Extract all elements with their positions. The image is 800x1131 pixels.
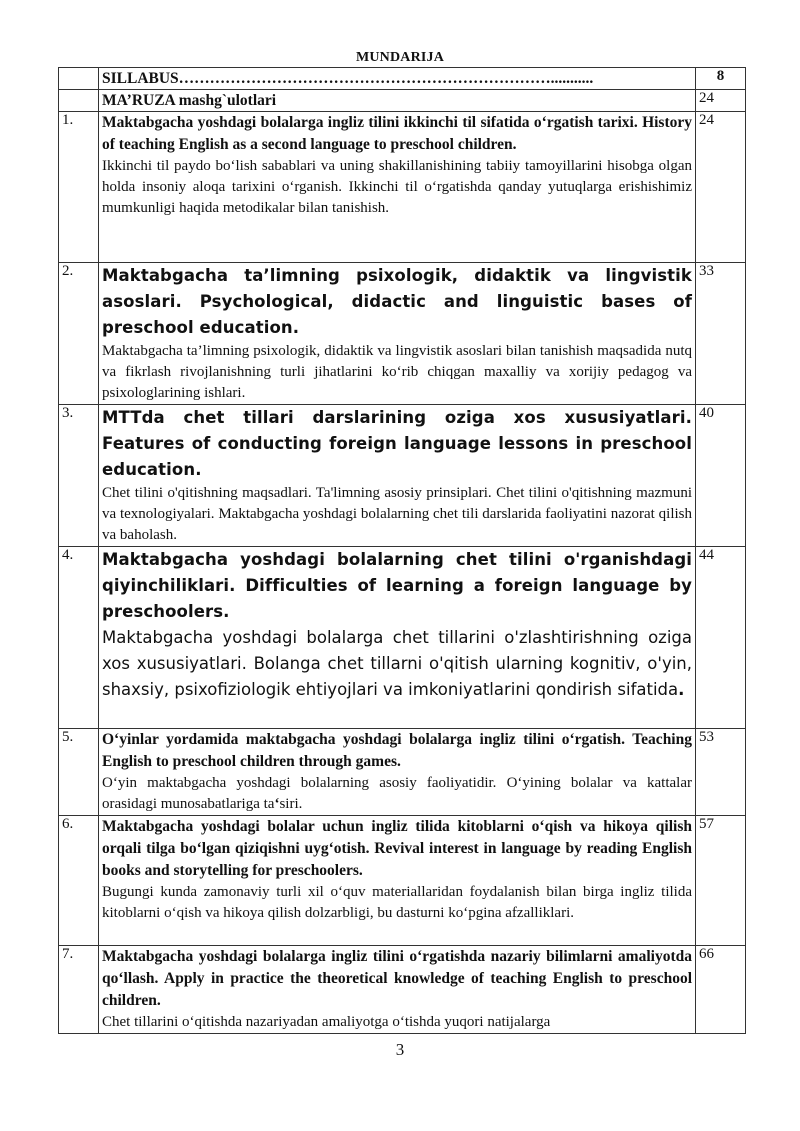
toc-row	[59, 816, 746, 946]
toc-entry-page: 53	[696, 729, 746, 816]
sillabus-text: SILLABUS………………………………………………………………...........	[102, 70, 594, 87]
toc-entry-heading: Maktabgacha yoshdagi bolalarga ingliz tilini ikkinchi til sifatida o‘rgatish tarixi. History of teaching English as a second language to preschool children.	[102, 114, 692, 153]
toc-entry-heading: O‘yinlar yordamida maktabgacha yoshdagi bolalarga ingliz tilini o‘rgatish. Teaching English to preschool children through games.	[102, 731, 692, 770]
toc-entry	[99, 547, 696, 729]
toc-entry	[99, 405, 696, 547]
toc-row	[59, 112, 746, 263]
page-number: 3	[395, 1040, 405, 1059]
toc-sillabus-page: 8	[696, 68, 746, 90]
toc-row-sillabus	[59, 68, 746, 90]
toc-entry-description: Ikkinchi til paydo bo‘lish sabablari va uning shakillanishining tabiiy tamoyillarini hisobga olgan holda insoniy aloqa tarixini o‘rganish. Ikkinchi til o‘rgatishda qanday yutuqlarga erishishimiz mumkunligi haqida metodikalar bilan tanishish.	[102, 158, 692, 216]
toc-entry-description: Chet tillarini o‘qitishda nazariyadan amaliyotga o‘tishda yuqori natijalarga	[102, 1014, 551, 1030]
toc-entry-number: 1.	[59, 112, 99, 263]
toc-entry-number: 3.	[59, 405, 99, 547]
toc-entry	[99, 816, 696, 946]
description-text: Maktabgacha yoshdagi bolalarga chet tillarini o'zlashtirishning oziga xos xususiyatlari. Bolanga chet tillarni o'qitish ularning kognitiv, o'yin, shaxsiy, psixofiziologik ehtiyojlari va imkoniyatlarini qondirish sifatida	[102, 628, 692, 699]
toc-entry-number: 5.	[59, 729, 99, 816]
toc-row	[59, 547, 746, 729]
toc-maruza-page: 24	[696, 90, 746, 112]
description-text-end: siri.	[279, 796, 303, 812]
toc-entry-description	[102, 625, 692, 703]
toc-sillabus-label	[99, 68, 696, 90]
toc-entry-heading: MTTda chet tillari darslarining oziga xos xususiyatlari. Features of conducting foreign language lessons in preschool education.	[102, 408, 692, 479]
toc-entry	[99, 263, 696, 405]
toc-entry-heading: Maktabgacha yoshdagi bolalar uchun ingliz tilida kitoblarni o‘qish va hikoya qilish orqali tilga bo‘lgan qiziqishni uyg‘otish. Revival interest in language by reading English books and storytelling for preschoolers.	[102, 818, 692, 879]
toc-entry-description: Bugungi kunda zamonaviy turli xil o‘quv materiallaridan foydalanish bilan birga ingliz tilida kitoblarni o‘qish va hikoya qilish dolzarbligi, bu dasturni ko‘pgina afzalliklari.	[102, 884, 692, 921]
toc-entry-page: 44	[696, 547, 746, 729]
toc-num-empty	[59, 68, 99, 90]
toc-entry-number: 7.	[59, 946, 99, 1034]
toc-entry-number: 4.	[59, 547, 99, 729]
toc-row	[59, 263, 746, 405]
toc-row	[59, 405, 746, 547]
toc-entry-heading: Maktabgacha yoshdagi bolalarning chet tilini o'rganishdagi qiyinchiliklari. Difficulties of learning a foreign language by preschoolers.	[102, 550, 692, 621]
toc-maruza-label	[99, 90, 696, 112]
page-title: MUNDARIJA	[355, 50, 445, 65]
toc-entry-number: 6.	[59, 816, 99, 946]
toc-entry	[99, 946, 696, 1034]
toc-entry-page: 40	[696, 405, 746, 547]
description-period: .	[678, 680, 685, 699]
toc-entry-heading: Maktabgacha yoshdagi bolalarga ingliz tilini o‘rgatishda nazariy bilimlarni amaliyotda qo‘llash. Apply in practice the theoretical knowledge of teaching English to preschool children.	[102, 948, 692, 1009]
toc-row	[59, 946, 746, 1034]
toc-entry-page: 24	[696, 112, 746, 263]
toc-num-empty	[59, 90, 99, 112]
description-apostrophe: ‘	[274, 796, 280, 812]
toc-row	[59, 729, 746, 816]
toc-entry	[99, 729, 696, 816]
table-of-contents	[58, 67, 746, 1034]
maruza-text: MA’RUZA mashg`ulotlari	[102, 92, 277, 109]
toc-entry-page: 57	[696, 816, 746, 946]
toc-row-maruza	[59, 90, 746, 112]
toc-entry-description	[102, 773, 692, 815]
description-text: O‘yin maktabgacha yoshdagi bolalarning asosiy faoliyatidir. O‘yining bolalar va kattalar orasidagi munosabatlariga ta	[102, 775, 692, 812]
toc-entry-description: Maktabgacha ta’limning psixologik, didaktik va lingvistik asoslari bilan tanishish maqsadida nutq va fikrlash rivojlanishning turli jihatlarini ko‘rib chiqgan maxalliy va xorijiy pedagog va psixologlarining ishlari.	[102, 343, 692, 401]
toc-entry-heading: Maktabgacha ta’limning psixologik, didaktik va lingvistik asoslari. Psychological, didactic and linguistic bases of preschool education.	[102, 266, 692, 337]
toc-entry-page: 33	[696, 263, 746, 405]
toc-entry	[99, 112, 696, 263]
toc-entry-page: 66	[696, 946, 746, 1034]
toc-entry-number: 2.	[59, 263, 99, 405]
toc-entry-description: Chet tilini o'qitishning maqsadlari. Ta'limning asosiy prinsiplari. Chet tilini o'qitishning mazmuni va texnologiyalari. Maktabgacha yoshdagi bolalarning chet tili darslarida faoliyatini nazorat qilish va baholash.	[102, 485, 692, 543]
